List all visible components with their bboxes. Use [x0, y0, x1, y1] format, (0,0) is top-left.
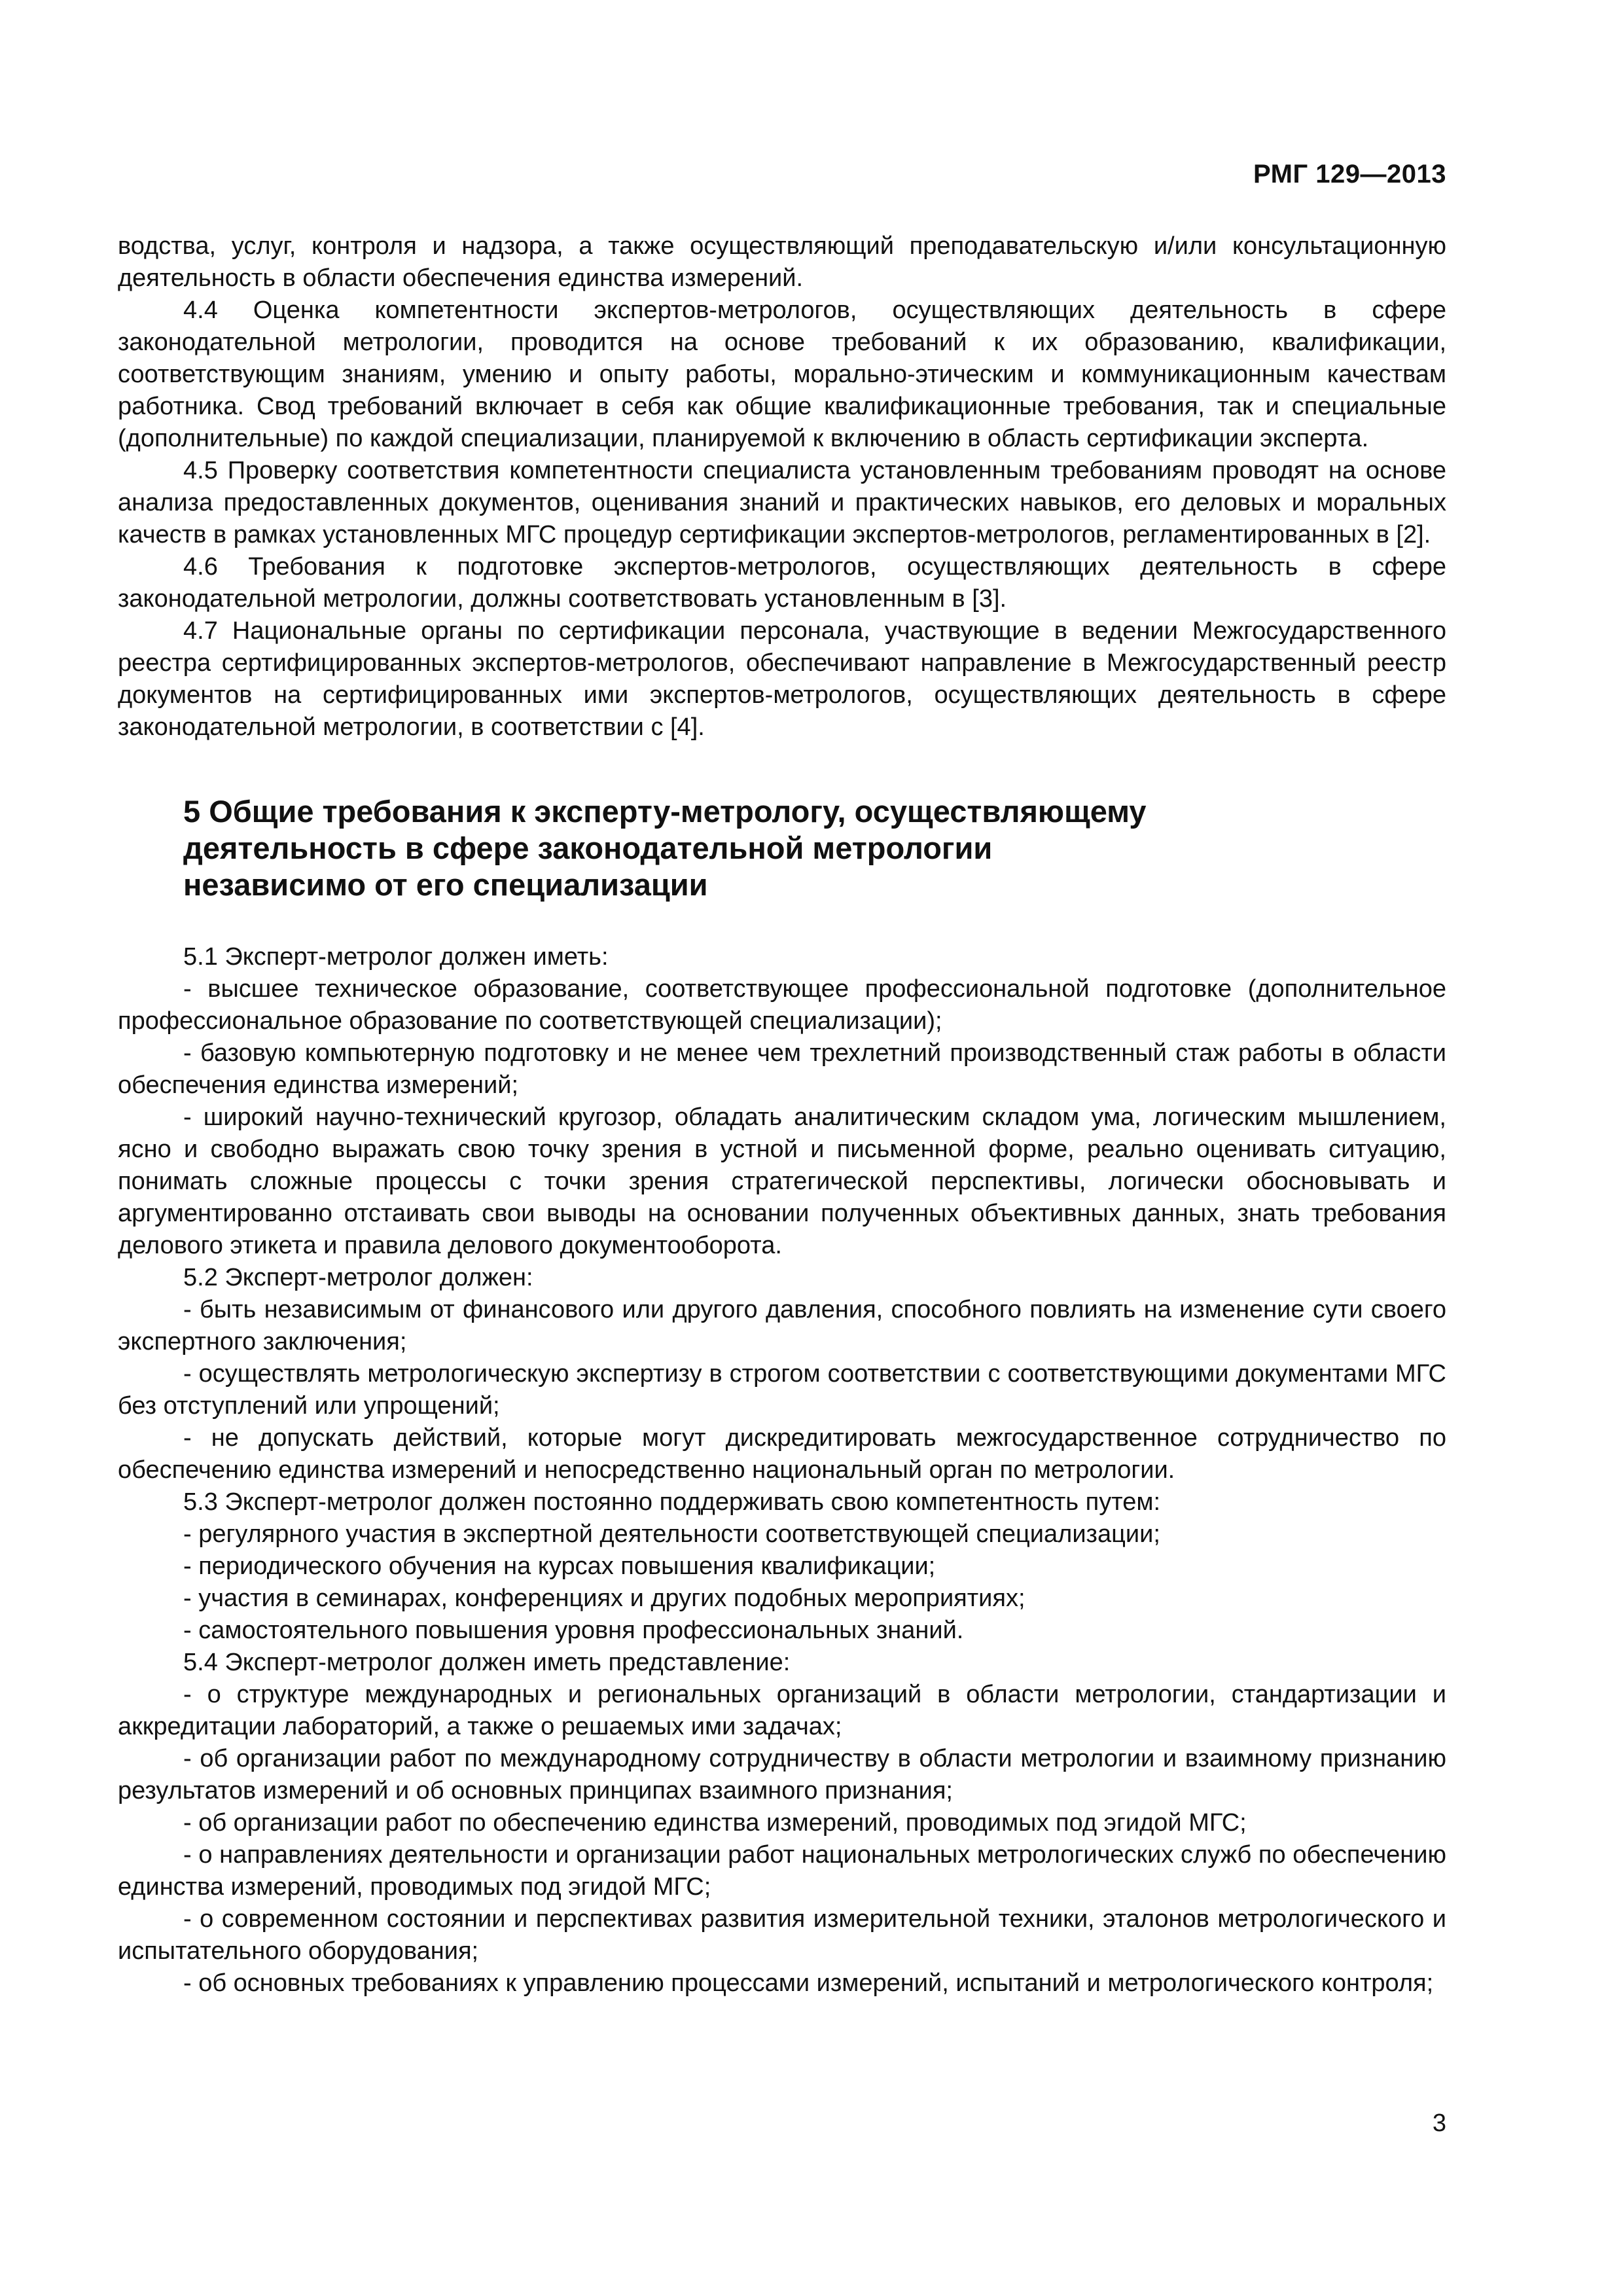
list-item: - осуществлять метрологическую экспертизу в строгом соответствии с соответствующими документами МГС без отступлений или упрощений; [118, 1360, 1446, 1420]
paragraph-5-4: 5.4 Эксперт-метролог должен иметь представление: [183, 1649, 791, 1676]
list-item: - об организации работ по обеспечению единства измерений, проводимых под эгидой МГС; [183, 1809, 1247, 1837]
document-code-header: РМГ 129—2013 [1253, 160, 1446, 188]
list-item: - об основных требованиях к управлению процессами измерений, испытаний и метрологического контроля; [183, 1969, 1434, 1997]
paragraph-5-3: 5.3 Эксперт-метролог должен постоянно поддерживать свою компетентность путем: [183, 1488, 1161, 1516]
list-item: - о современном состоянии и перспективах развития измерительной техники, эталонов метрологического и испытательного оборудования; [118, 1905, 1446, 1965]
list-item: - не допускать действий, которые могут дискредитировать межгосударственное сотрудничество по обеспечению единства измерений и непосредственно национальный орган по метрологии. [118, 1424, 1446, 1484]
list-item: - широкий научно-технический кругозор, обладать аналитическим складом ума, логическим мышлением, ясно и свободно выражать свою точку зрения в устной и письменной форме, реально оценивать ситуацию, понимать сложные процессы с точки зрения стратегической перспективы, логически обосновывать и аргументированно отстаивать свои выводы на основании полученных объективных данных, знать требования делового этикета и правила делового документооборота. [118, 1103, 1446, 1259]
paragraph-4-6: 4.6 Требования к подготовке экспертов-метрологов, осуществляющих деятельность в сфере законодательной метрологии, должны соответствовать установленным в [3]. [118, 553, 1446, 613]
list-item: - быть независимым от финансового или другого давления, способного повлиять на изменение сути своего экспертного заключения; [118, 1296, 1446, 1355]
list-item: - о направлениях деятельности и организации работ национальных метрологических служб по обеспечению единства измерений, проводимых под эгидой МГС; [118, 1841, 1446, 1901]
list-item: - периодического обучения на курсах повышения квалификации; [183, 1552, 936, 1580]
document-page [118, 0, 1446, 2296]
document-body [118, 230, 1446, 2000]
list-item: - участия в семинарах, конференциях и других подобных мероприятиях; [183, 1585, 1026, 1612]
paragraph-4-7: 4.7 Национальные органы по сертификации персонала, участвующие в ведении Межгосударственного реестра сертифицированных экспертов-метрологов, обеспечивают направление в Межгосударственный реестр документов на сертифицированных ими экспертов-метрологов, осуществляющих деятельность в сфере законодательной метрологии, в соответствии с [4]. [118, 617, 1446, 741]
list-item: - регулярного участия в экспертной деятельности соответствующей специализации; [183, 1520, 1160, 1548]
paragraph-4-4: 4.4 Оценка компетентности экспертов-метрологов, осуществляющих деятельность в сфере законодательной метрологии, проводится на основе требований к их образованию, квалификации, соответствующим знаниям, умению и опыту работы, морально-этическим и коммуникационным качествам работника. Свод требований включает в себя как общие квалификационные требования, так и специальные (дополнительные) по каждой специализации, планируемой к включению в область сертификации эксперта. [118, 296, 1446, 452]
section-5-heading-line-3: независимо от его специализации [183, 867, 708, 902]
list-item: - базовую компьютерную подготовку и не менее чем трехлетний производственный стаж работы в области обеспечения единства измерений; [118, 1039, 1446, 1099]
section-5-heading [118, 793, 1446, 903]
paragraph-continuation: водства, услуг, контроля и надзора, а также осуществляющий преподавательскую и/или консультационную деятельность в области обеспечения единства измерений. [118, 232, 1446, 292]
paragraph-5-2: 5.2 Эксперт-метролог должен: [183, 1264, 533, 1291]
list-item: - высшее техническое образование, соответствующее профессиональной подготовке (дополнительное профессиональное образование по соответствующей специализации); [118, 975, 1446, 1035]
list-item: - самостоятельного повышения уровня профессиональных знаний. [183, 1617, 964, 1644]
section-5-heading-line-1: 5 Общие требования к эксперту-метрологу, осуществляющему [183, 794, 1147, 829]
paragraph-4-5: 4.5 Проверку соответствия компетентности специалиста установленным требованиям проводят на основе анализа предоставленных документов, оценивания знаний и практических навыков, его деловых и моральных качеств в рамках установленных МГС процедур сертификации экспертов-метрологов, регламентированных в [2]. [118, 457, 1446, 548]
list-item: - об организации работ по международному сотрудничеству в области метрологии и взаимному признанию результатов измерений и об основных принципах взаимного признания; [118, 1745, 1446, 1804]
section-5-heading-line-2: деятельность в сфере законодательной метрологии [183, 831, 993, 865]
list-item: - о структуре международных и региональных организаций в области метрологии, стандартизации и аккредитации лабораторий, а также о решаемых ими задачах; [118, 1681, 1446, 1740]
page-number: 3 [1432, 2109, 1446, 2137]
paragraph-5-1: 5.1 Эксперт-метролог должен иметь: [183, 943, 609, 971]
